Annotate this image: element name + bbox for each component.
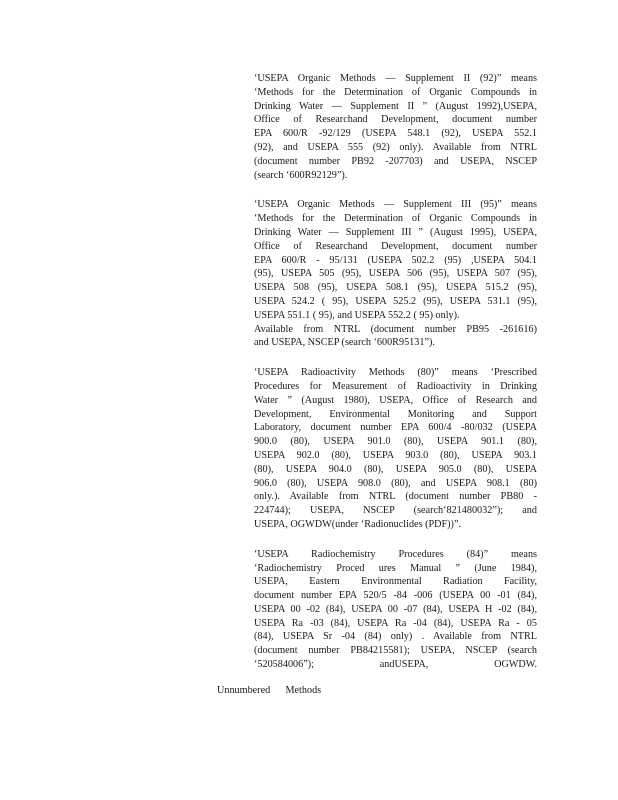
text-line: (80), USEPA 904.0 (80), USEPA 905.0 (80), USEPA — [254, 463, 537, 475]
text-line: USEPA, Eastern Environmental Radiation Facility, — [254, 576, 537, 588]
text-line: (84), USEPA Sr -04 (84) only) . Available from NTRL — [254, 631, 537, 643]
text-line: Office of Researchand Development, document number — [254, 114, 537, 126]
text-line: (search ‘600R92129”). — [254, 169, 348, 181]
text-line: USEPA, OGWDW(under ‘Radionuclides (PDF))”. — [254, 518, 462, 530]
text-line: document number EPA 520/5 -84 -006 (USEPA 00 -01 (84), — [254, 590, 537, 602]
text-line: USEPA 00 -02 (84), USEPA 00 -07 (84), USEPA H -02 (84), — [254, 603, 537, 615]
text-line: EPA 600/R - 95/131 (USEPA 502.2 (95) ,USEPA 504.1 — [254, 254, 537, 266]
text-line: Laboratory, document number EPA 600/4 -80/032 (USEPA — [254, 422, 537, 434]
text-line: ‘USEPA Organic Methods — Supplement III (95)” means — [254, 199, 537, 211]
text-line: ‘Methods for the Determination of Organic Compounds in — [254, 86, 537, 98]
text-line: Water ” (August 1980), USEPA, Office of Research and — [254, 394, 537, 406]
definition-entry-organic-supplement-iii — [254, 198, 537, 350]
text-line: USEPA Ra -03 (84), USEPA Ra -04 (84), USEPA Ra - 05 — [254, 617, 537, 629]
text-line: USEPA 902.0 (80), USEPA 903.0 (80), USEPA 903.1 — [254, 449, 537, 461]
text-line: Available from NTRL (document number PB95 -261616) — [254, 323, 537, 335]
definition-entry-organic-supplement-ii — [254, 72, 537, 182]
text-line: Office of Researchand Development, document number — [254, 240, 537, 252]
text-line: (92), and USEPA 555 (92) only). Available from NTRL — [254, 141, 537, 153]
text-line: ‘Methods for the Determination of Organic Compounds in — [254, 213, 537, 225]
definition-entry-radioactivity-methods — [254, 366, 537, 532]
text-line: 224744); USEPA, NSCEP (search‘821480032”); and — [254, 505, 537, 517]
text-line: ‘Radiochemistry Proced ures Manual ” (June 1984), — [254, 562, 537, 574]
text-line: Drinking Water — Supplement II ” (August 1992),USEPA, — [254, 100, 537, 112]
text-line: ‘520584006”); andUSEPA, OGWDW. — [254, 659, 537, 671]
text-line: EPA 600/R -92/129 (USEPA 548.1 (92), USEPA 552.1 — [254, 128, 537, 140]
text-line: USEPA 524.2 ( 95), USEPA 525.2 (95), USEPA 531.1 (95), — [254, 295, 537, 307]
text-line: Procedures for Measurement of Radioactivity in Drinking — [254, 380, 537, 392]
text-line: 900.0 (80), USEPA 901.0 (80), USEPA 901.1 (80), — [254, 436, 537, 448]
text-line: (95), USEPA 505 (95), USEPA 506 (95), USEPA 507 (95), — [254, 268, 537, 280]
text-line: ‘USEPA Radiochemistry Procedures (84)” means — [254, 548, 537, 560]
definition-entry-radiochemistry-procedures — [254, 548, 537, 672]
text-line: USEPA 551.1 ( 95), and USEPA 552.2 ( 95) only). — [254, 309, 460, 321]
text-line: only.). Available from NTRL (document number PB80 - — [254, 491, 537, 503]
text-line: 906.0 (80), USEPA 908.0 (80), and USEPA 908.1 (80) — [254, 477, 537, 489]
text-line: and USEPA, NSCEP (search ‘600R95131”). — [254, 337, 435, 349]
text-line: USEPA 508 (95), USEPA 508.1 (95), USEPA 515.2 (95), — [254, 282, 537, 294]
definition-list — [254, 72, 537, 688]
text-line: Drinking Water — Supplement III ” (August 1995), USEPA, — [254, 226, 537, 238]
text-line: ‘USEPA Radioactivity Methods (80)” means ‘Prescribed — [254, 367, 537, 379]
text-line: Development, Environmental Monitoring and Support — [254, 408, 537, 420]
text-line: (document number PB84215581); USEPA, NSCEP (search — [254, 645, 537, 657]
text-line: ‘USEPA Organic Methods — Supplement II (92)” means — [254, 73, 537, 84]
section-heading: Unnumbered Methods — [217, 685, 322, 696]
text-line: (document number PB92 -207703) and USEPA, NSCEP — [254, 155, 537, 167]
